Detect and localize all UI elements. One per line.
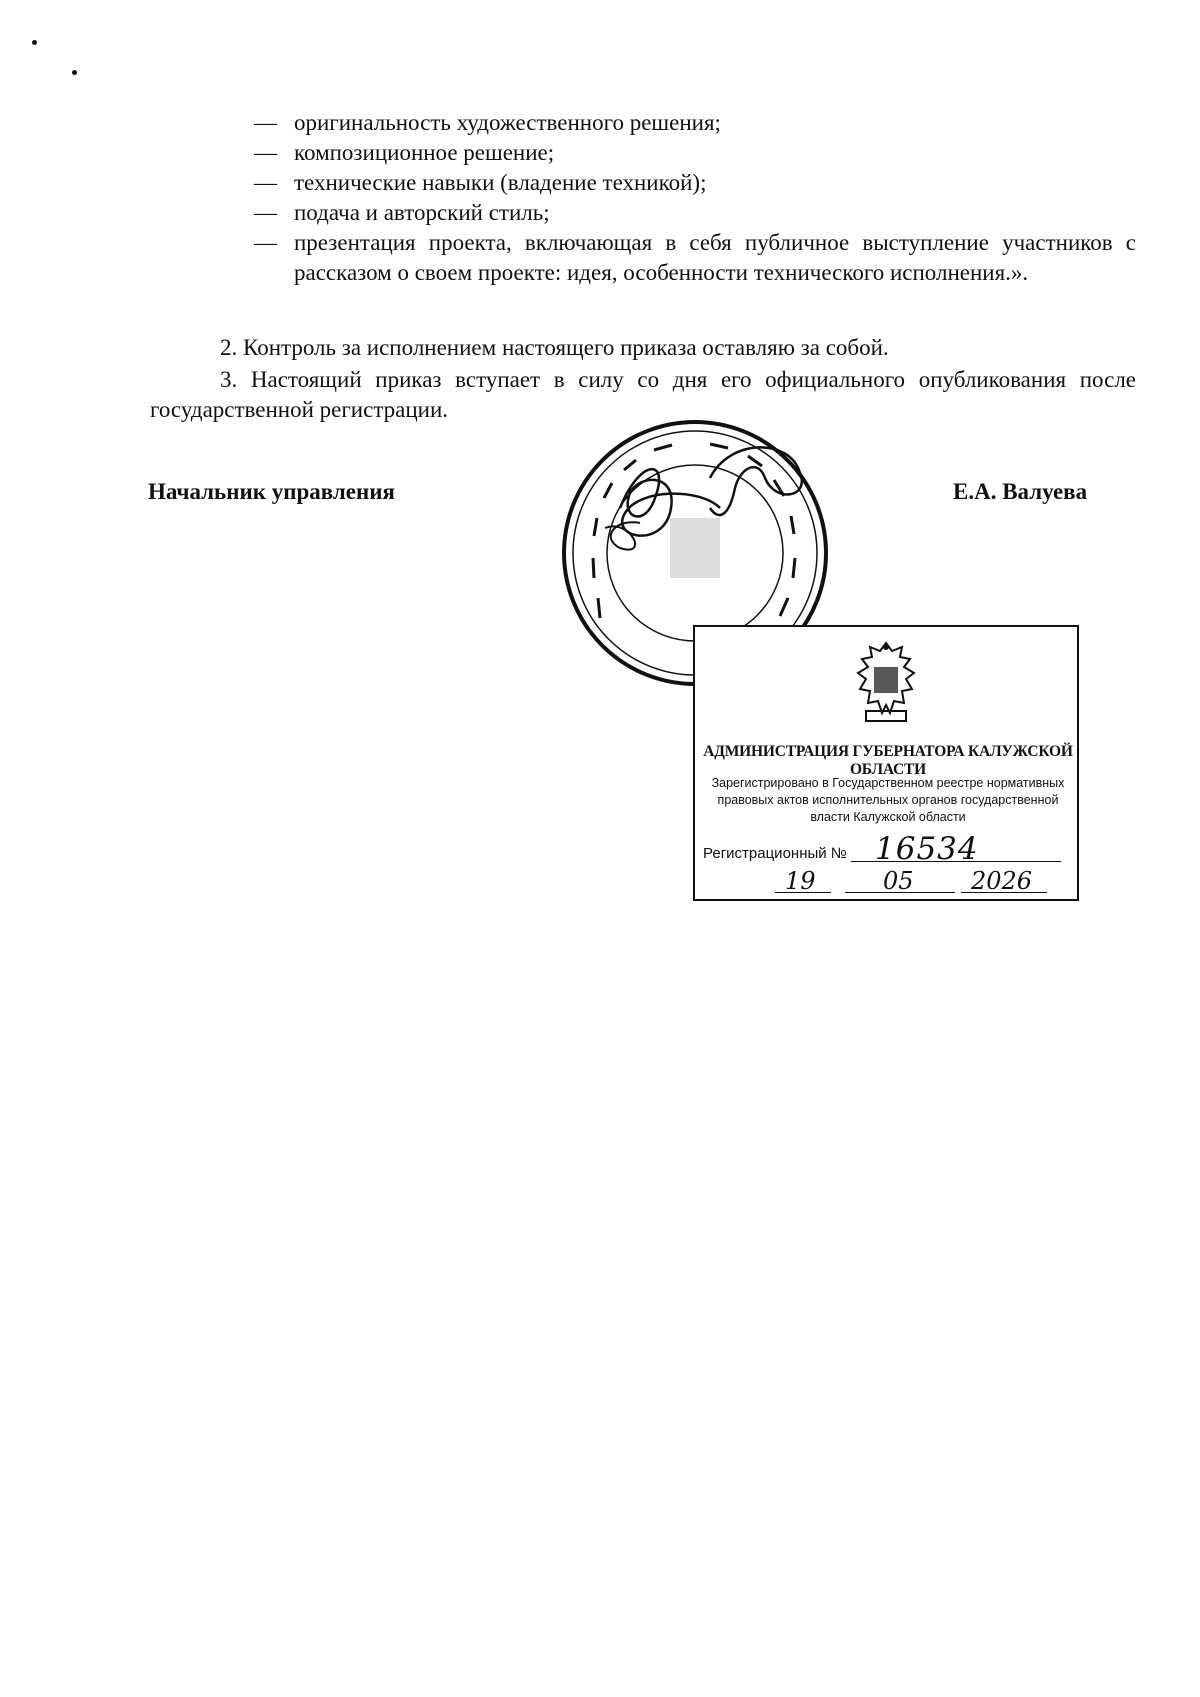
paragraph-control: 2. Контроль за исполнением настоящего приказа оставляю за собой.	[220, 335, 889, 360]
coat-of-arms-icon	[844, 639, 928, 727]
registration-date	[775, 867, 1051, 895]
list-item	[254, 138, 1136, 168]
stamp-note: Зарегистрировано в Государственном реестре нормативных правовых актов исполнительных органов государственной власти Калужской области	[711, 776, 1065, 824]
signatory-title: Начальник управления	[148, 479, 395, 504]
scan-speck	[32, 40, 37, 45]
signatory-name: Е.А. Валуева	[953, 479, 1088, 504]
date-month: 05	[883, 867, 914, 895]
list-item-text: оригинальность художественного решения;	[294, 110, 721, 135]
date-day: 19	[785, 867, 816, 895]
stamp-organization: АДМИНИСТРАЦИЯ ГУБЕРНАТОРА КАЛУЖСКОЙ ОБЛАСТИ	[703, 743, 1073, 778]
date-year: 2026	[971, 867, 1033, 895]
list-item-text: композиционное решение;	[294, 140, 555, 165]
dash: —	[254, 200, 277, 225]
dash: —	[254, 230, 277, 255]
dash: —	[254, 110, 277, 135]
dash: —	[254, 170, 277, 195]
paragraph-effective-date: 3. Настоящий приказ вступает в силу со дня его официального опубликования после государственной регистрации.	[150, 367, 1136, 422]
scan-speck	[72, 70, 77, 75]
list-item	[254, 168, 1136, 198]
list-item-text: технические навыки (владение техникой);	[294, 170, 707, 195]
registration-stamp	[693, 625, 1079, 901]
list-item	[254, 108, 1136, 138]
dash: —	[254, 140, 277, 165]
list-item	[254, 198, 1136, 228]
list-item	[254, 228, 1136, 288]
list-item-text: презентация проекта, включающая в себя публичное выступление участников с рассказом о своем проекте: идея, особенности технического исполнения.».	[294, 230, 1136, 285]
criteria-list	[254, 108, 1136, 288]
registration-label: Регистрационный №	[703, 845, 847, 862]
list-item-text: подача и авторский стиль;	[294, 200, 550, 225]
registration-number: 16534	[875, 831, 979, 867]
